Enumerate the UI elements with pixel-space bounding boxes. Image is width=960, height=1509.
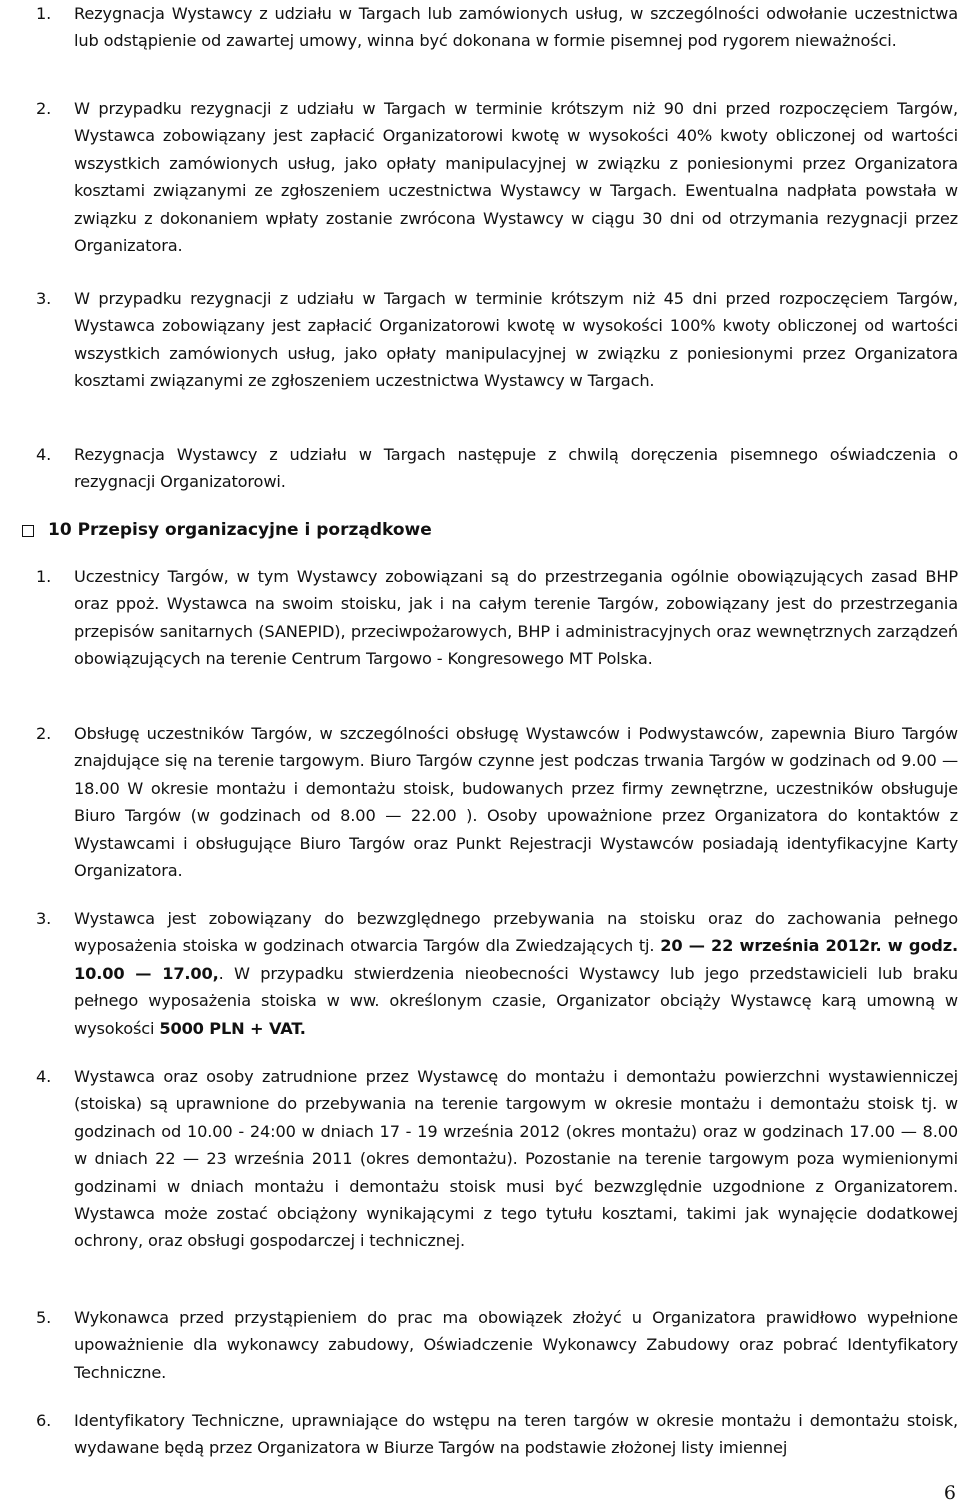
item-number: 1. bbox=[36, 567, 52, 586]
item-text: Uczestnicy Targów, w tym Wystawcy zobowiązani są do przestrzegania ogólnie obowiązujących zasad BHP oraz ppoż. Wystawca na swoim stoisku, jak i na całym terenie Targów, zobowiązany jest do przestrzegania przepisów sanitarnych (SANEPID), przeciwpożarowych, BHP i administracyjnych oraz wewnętrznych zarządzeń obowiązujących na terenie Centrum Targowo - Kongresowego MT Polska. bbox=[74, 567, 958, 669]
item-text: Rezygnacja Wystawcy z udziału w Targach następuje z chwilą doręczenia pisemnego oświadczenia o rezygnacji Organizatorowi. bbox=[74, 445, 958, 492]
list-item bbox=[36, 1304, 958, 1386]
list-item bbox=[36, 1407, 958, 1462]
item-text: Obsługę uczestników Targów, w szczególności obsługę Wystawców i Podwystawców, zapewnia Biuro Targów znajdujące się na terenie targowym. Biuro Targów czynne jest podczas trwania Targów w godzinach od 9.00 — 18.00 W okresie montażu i demontażu stoisk, budowanych przez firmy zewnętrzne, uczestników obsługuje Biuro Targów (w godzinach od 8.00 — 22.00 ). Osoby upoważnione przez Organizatora do kontaktów z Wystawcami i obsługujące Biuro Targów oraz Punkt Rejestracji Wystawców posiadają identyfikacyjne Karty Organizatora. bbox=[74, 724, 958, 881]
list-item bbox=[36, 905, 958, 1042]
item-text-part: . W przypadku stwierdzenia nieobecności Wystawcy lub jego przedstawicieli lub braku pełnego wyposażenia stoiska w ww. określonym czasie, Organizator obciąży Wystawcę karą umowną w wysokości bbox=[74, 963, 958, 1038]
item-number: 1. bbox=[36, 4, 52, 23]
list-item bbox=[36, 720, 958, 884]
item-number: 6. bbox=[36, 1411, 52, 1430]
item-number: 3. bbox=[36, 289, 52, 308]
section-title: 10 Przepisy organizacyjne i porządkowe bbox=[48, 520, 432, 540]
list-item bbox=[36, 0, 958, 55]
list-item bbox=[36, 1063, 958, 1255]
item-number: 2. bbox=[36, 724, 52, 743]
item-number: 2. bbox=[36, 99, 52, 118]
item-number: 5. bbox=[36, 1308, 52, 1327]
item-text: W przypadku rezygnacji z udziału w Targach w terminie krótszym niż 90 dni przed rozpoczęciem Targów, Wystawca zobowiązany jest zapłacić Organizatorowi kwotę w wysokości 40% kwoty obliczonej od wartości wszystkich zamówionych usług, jako opłaty manipulacyjnej w związku z poniesionymi przez Organizatora kosztami związanymi ze zgłoszeniem uczestnictwa Wystawcy w Targach. Ewentualna nadpłata powstała w związku z dokonaniem wpłaty zostanie zwrócona Wystawcy w ciągu 30 dni od otrzymania rezygnacji przez Organizatora. bbox=[74, 99, 958, 256]
item-text: Identyfikatory Techniczne, uprawniające do wstępu na teren targów w okresie montażu i demontażu stoisk, wydawane będą przez Organizatora w Biurze Targów na podstawie złożonej listy imiennej bbox=[74, 1411, 958, 1458]
section-heading bbox=[22, 516, 432, 544]
square-bullet-icon bbox=[22, 525, 34, 537]
list-item bbox=[36, 95, 958, 259]
penalty-bold: 5000 PLN + VAT. bbox=[159, 1018, 306, 1038]
page-number: 6 bbox=[943, 1482, 956, 1504]
dates-bold: 20 — 22 września 2012r. w godz. 10.00 — 17.00, bbox=[74, 936, 958, 983]
list-item bbox=[36, 563, 958, 673]
item-text: Wykonawca przed przystąpieniem do prac ma obowiązek złożyć u Organizatora prawidłowo wypełnione upoważnienie dla wykonawcy zabudowy, Oświadczenie Wykonawcy Zabudowy oraz pobrać Identyfikatory Techniczne. bbox=[74, 1308, 958, 1382]
item-number: 4. bbox=[36, 445, 52, 464]
item-number: 3. bbox=[36, 909, 52, 928]
item-text bbox=[74, 905, 958, 1042]
item-text: Wystawca oraz osoby zatrudnione przez Wystawcę do montażu i demontażu powierzchni wystawienniczej (stoiska) są uprawnione do przebywania na terenie targowym w okresie montażu i demontażu stoisk tj. w godzinach od 10.00 - 24:00 w dniach 17 - 19 września 2012 (okres montażu) oraz w godzinach 17.00 — 8.00 w dniach 22 — 23 września 2011 (okres demontażu). Pozostanie na terenie targowym poza wymienionymi godzinami w dniach montażu i demontażu stoisk musi być bezwzględnie uzgodnione z Organizatorem. Wystawca może zostać obciążony wynikającymi z tego tytułu kosztami, takimi jak wynajęcie dodatkowej ochrony, oraz obsługi gospodarczej i technicznej. bbox=[74, 1067, 958, 1251]
item-text-part: Wystawca jest zobowiązany do bezwzględnego przebywania na stoisku oraz do zachowania pełnego wyposażenia stoiska w godzinach otwarcia Targów dla Zwiedzających tj. bbox=[74, 909, 958, 956]
list-item bbox=[36, 441, 958, 496]
item-number: 4. bbox=[36, 1067, 52, 1086]
item-text: W przypadku rezygnacji z udziału w Targach w terminie krótszym niż 45 dni przed rozpoczęciem Targów, Wystawca zobowiązany jest zapłacić Organizatorowi kwotę w wysokości 100% kwoty obliczonej od wartości wszystkich zamówionych usług, jako opłaty manipulacyjnej w związku z poniesionymi przez Organizatora kosztami związanymi ze zgłoszeniem uczestnictwa Wystawcy w Targach. bbox=[74, 289, 958, 391]
item-text: Rezygnacja Wystawcy z udziału w Targach lub zamówionych usług, w szczególności odwołanie uczestnictwa lub odstąpienie od zawartej umowy, winna być dokonana w formie pisemnej pod rygorem nieważności. bbox=[74, 4, 958, 51]
list-item bbox=[36, 285, 958, 395]
